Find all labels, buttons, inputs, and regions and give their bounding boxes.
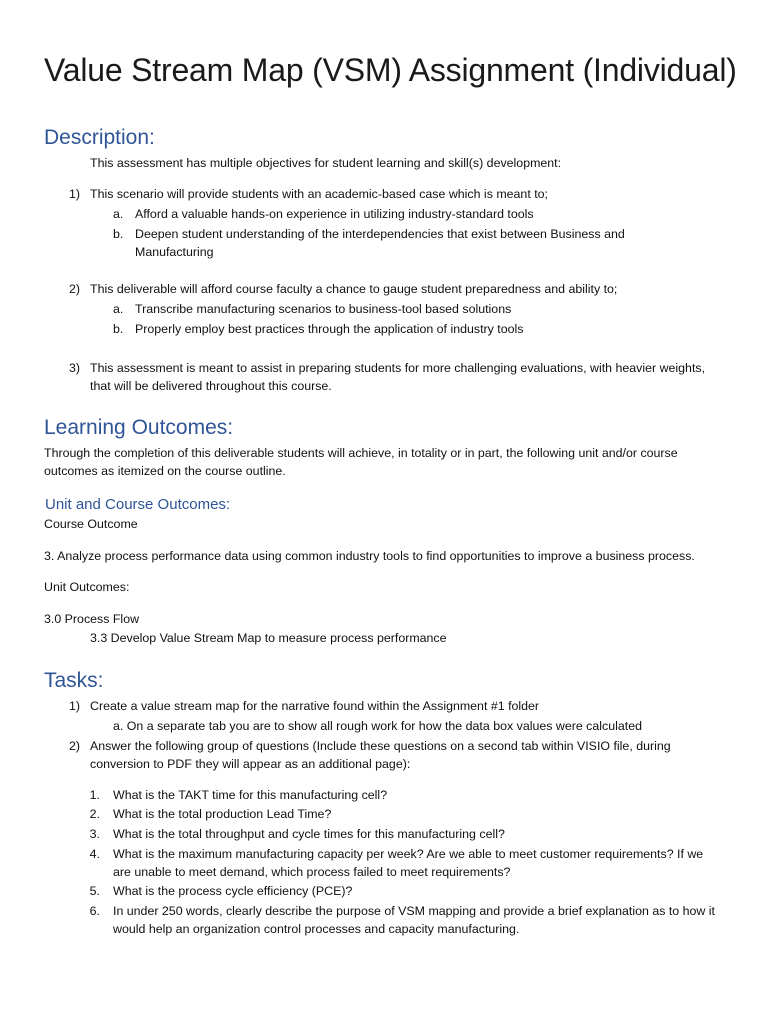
desc-item-1b-label: b. — [113, 227, 124, 241]
desc-item-2-num: 2) — [68, 282, 80, 296]
unit-outcomes-label: Unit Outcomes: — [44, 580, 130, 594]
desc-item-1b-text: Deepen student understanding of the interdependencies that exist between Business and Manufacturing — [135, 227, 625, 259]
unit-course-outcomes-heading: Unit and Course Outcomes: — [45, 496, 231, 513]
task-2-text: Answer the following group of questions (Include these questions on a second tab within VISIO file, during conversion to PDF they will appear as an additional page): — [90, 739, 671, 771]
question-4-num: 4. — [89, 847, 100, 861]
desc-item-2b-label: b. — [113, 322, 124, 336]
question-2-num: 2. — [89, 807, 100, 821]
course-outcome-text: 3. Analyze process performance data using common industry tools to find opportunities to improve a business process. — [44, 549, 695, 563]
question-3-text: What is the total throughput and cycle times for this manufacturing cell? — [113, 827, 505, 841]
learning-outcomes-intro: Through the completion of this deliverable students will achieve, in totality or in part, the following unit and/or course outcomes as itemized on the course outline. — [44, 446, 678, 478]
tasks-heading: Tasks: — [44, 669, 104, 692]
question-5-num: 5. — [89, 884, 100, 898]
learning-outcomes-heading: Learning Outcomes: — [44, 416, 234, 439]
question-1-num: 1. — [89, 788, 100, 802]
desc-item-1-num: 1) — [68, 187, 80, 201]
process-flow-sub: 3.3 Develop Value Stream Map to measure process performance — [90, 631, 447, 645]
question-6-num: 6. — [89, 904, 100, 918]
process-flow-label: 3.0 Process Flow — [44, 612, 140, 626]
desc-item-1-text: This scenario will provide students with an academic-based case which is meant to; — [90, 187, 548, 201]
desc-item-2b-text: Properly employ best practices through the application of industry tools — [135, 322, 524, 336]
question-2-text: What is the total production Lead Time? — [113, 807, 332, 821]
desc-item-2a-label: a. — [113, 302, 124, 316]
task-2-num: 2) — [68, 739, 80, 753]
question-5-text: What is the process cycle efficiency (PCE)? — [113, 884, 353, 898]
task-1-text: Create a value stream map for the narrative found within the Assignment #1 folder — [90, 699, 540, 713]
course-outcome-label: Course Outcome — [44, 517, 138, 531]
question-1-text: What is the TAKT time for this manufacturing cell? — [113, 788, 388, 802]
desc-item-1a-text: Afford a valuable hands-on experience in utilizing industry-standard tools — [135, 207, 534, 221]
question-3-num: 3. — [89, 827, 100, 841]
desc-item-1a-label: a. — [113, 207, 124, 221]
desc-item-2-text: This deliverable will afford course faculty a chance to gauge student preparedness and ability to; — [90, 282, 618, 296]
description-heading: Description: — [44, 126, 155, 149]
question-4-text: What is the maximum manufacturing capacity per week? Are we able to meet customer requirements? If we are unable to meet demand, which process failed to meet requirements? — [113, 847, 704, 879]
task-1-sub: a. On a separate tab you are to show all rough work for how the data box values were calculated — [113, 719, 642, 733]
page-title: Value Stream Map (VSM) Assignment (Individual) — [44, 52, 737, 88]
desc-item-3-text: This assessment is meant to assist in preparing students for more challenging evaluations, with heavier weights, that will be delivered throughout this course. — [90, 361, 706, 393]
desc-item-2a-text: Transcribe manufacturing scenarios to business-tool based solutions — [135, 302, 512, 316]
task-1-num: 1) — [68, 699, 80, 713]
desc-item-3-num: 3) — [68, 361, 80, 375]
description-intro: This assessment has multiple objectives for student learning and skill(s) development: — [90, 156, 562, 170]
question-6-text: In under 250 words, clearly describe the purpose of VSM mapping and provide a brief explanation as to how it would help an organization control processes and capacity manufacturing. — [113, 904, 715, 936]
